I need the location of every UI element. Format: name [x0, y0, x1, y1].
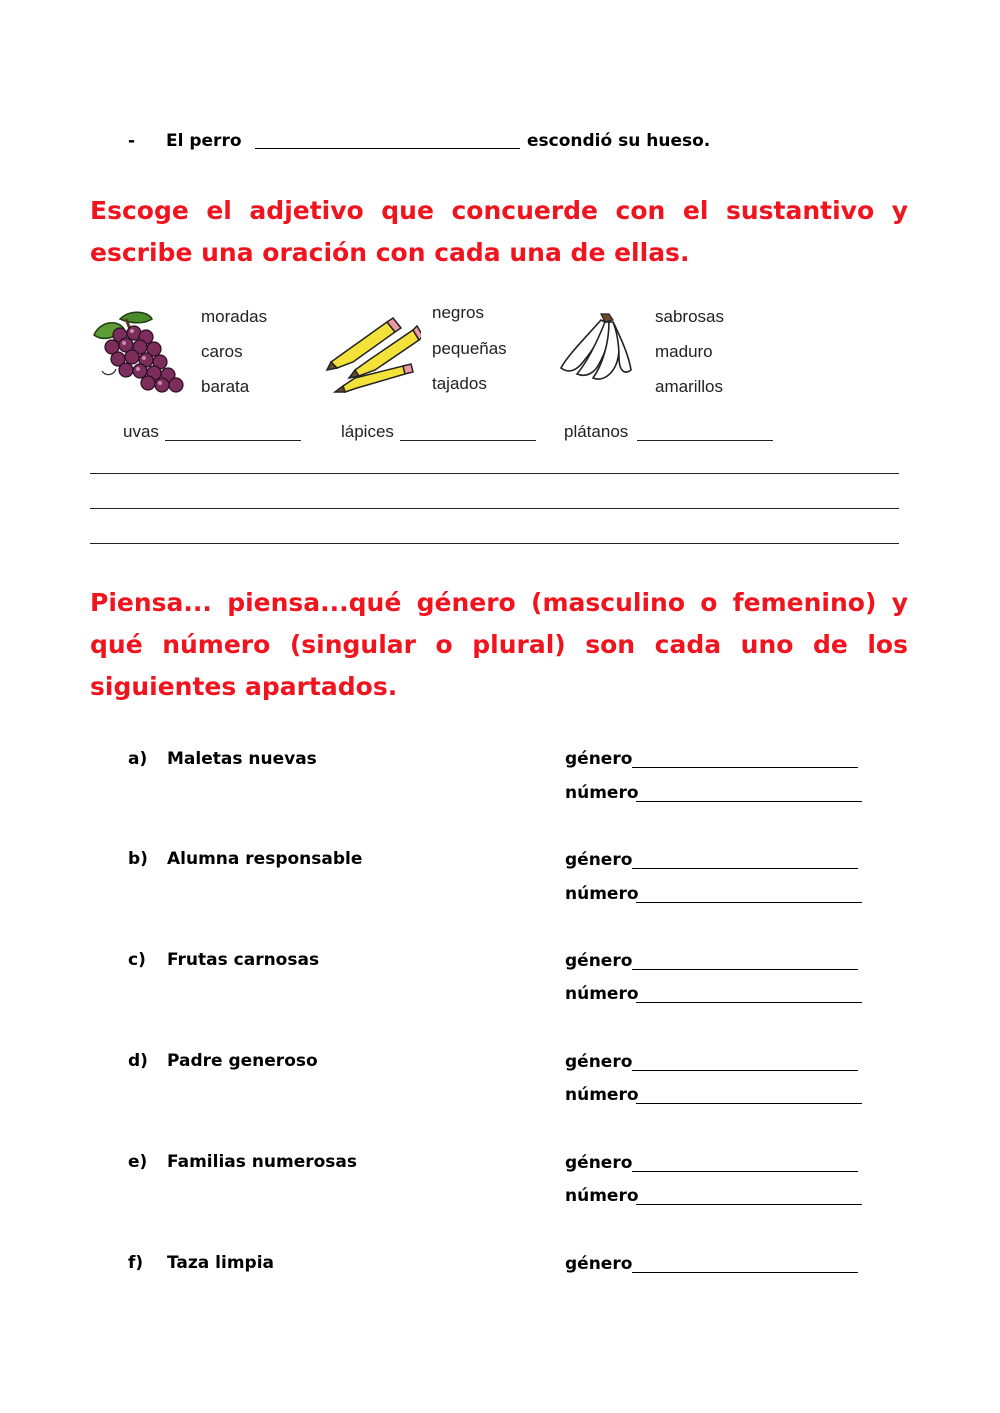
- genero-label: género: [565, 1254, 633, 1274]
- section1-heading-line2: escribe una oración con cada una de ellas.: [90, 238, 690, 267]
- pencils-adjective-1: negros: [432, 303, 484, 322]
- numero-label: número: [565, 1085, 639, 1105]
- noun-lapices-blank[interactable]: [400, 440, 536, 441]
- genero-label: género: [565, 1052, 633, 1072]
- grapes-adjective-2: caros: [201, 342, 243, 361]
- pencils-adjective-3: tajados: [432, 374, 487, 393]
- section2-heading-line3: siguientes apartados.: [90, 672, 398, 701]
- bananas-adjective-3: amarillos: [655, 377, 724, 396]
- writing-line-2[interactable]: [90, 508, 899, 509]
- section2-heading-line1: Piensa... piensa...qué género (masculino o femenino) y: [90, 588, 908, 617]
- item-letter: f): [128, 1253, 144, 1273]
- item-letter: d): [128, 1051, 148, 1071]
- numero-blank[interactable]: [636, 801, 862, 802]
- genero-blank[interactable]: [632, 1272, 858, 1273]
- noun-platanos: plátanos: [564, 422, 629, 441]
- writing-line-3[interactable]: [90, 543, 899, 544]
- bananas-adjective-2: maduro: [655, 342, 713, 361]
- item-text: Maletas nuevas: [167, 749, 317, 769]
- item-letter: b): [128, 849, 148, 869]
- pencils-adjective-2: pequeñas: [432, 339, 507, 358]
- noun-uvas: uvas: [123, 422, 159, 441]
- genero-blank[interactable]: [632, 767, 858, 768]
- numero-blank[interactable]: [636, 1002, 862, 1003]
- genero-label: género: [565, 749, 633, 769]
- numero-label: número: [565, 783, 639, 803]
- item-letter: a): [128, 749, 148, 769]
- item-letter: c): [128, 950, 146, 970]
- noun-platanos-blank[interactable]: [637, 440, 773, 441]
- numero-label: número: [565, 1186, 639, 1206]
- genero-blank[interactable]: [632, 868, 858, 869]
- bananas-adjective-1: sabrosas: [655, 307, 724, 326]
- section1-heading-line1: Escoge el adjetivo que concuerde con el sustantivo y: [90, 196, 908, 225]
- numero-blank[interactable]: [636, 1103, 862, 1104]
- genero-label: género: [565, 850, 633, 870]
- noun-uvas-blank[interactable]: [165, 440, 301, 441]
- genero-blank[interactable]: [632, 969, 858, 970]
- section2-heading-line2: qué número (singular o plural) son cada uno de los: [90, 630, 908, 659]
- numero-blank[interactable]: [636, 902, 862, 903]
- item-text: Taza limpia: [167, 1253, 274, 1273]
- grapes-icon: [90, 305, 192, 397]
- genero-blank[interactable]: [632, 1171, 858, 1172]
- sentence-end: escondió su hueso.: [527, 131, 711, 151]
- item-text: Alumna responsable: [167, 849, 363, 869]
- item-text: Padre generoso: [167, 1051, 318, 1071]
- writing-line-1[interactable]: [90, 473, 899, 474]
- bullet-dash: -: [128, 131, 136, 151]
- section2-heading: [90, 582, 908, 708]
- item-letter: e): [128, 1152, 148, 1172]
- grapes-adjective-1: moradas: [201, 307, 268, 326]
- section1-heading: [90, 190, 908, 274]
- bananas-icon: [557, 312, 639, 384]
- noun-lapices: lápices: [341, 422, 394, 441]
- sentence-blank[interactable]: [255, 148, 520, 149]
- item-text: Frutas carnosas: [167, 950, 320, 970]
- numero-label: número: [565, 984, 639, 1004]
- genero-label: género: [565, 1153, 633, 1173]
- sentence-start: El perro: [166, 131, 242, 151]
- item-text: Familias numerosas: [167, 1152, 358, 1172]
- pencils-icon: [325, 314, 421, 394]
- numero-blank[interactable]: [636, 1204, 862, 1205]
- genero-blank[interactable]: [632, 1070, 858, 1071]
- numero-label: número: [565, 884, 639, 904]
- genero-label: género: [565, 951, 633, 971]
- grapes-adjective-3: barata: [201, 377, 250, 396]
